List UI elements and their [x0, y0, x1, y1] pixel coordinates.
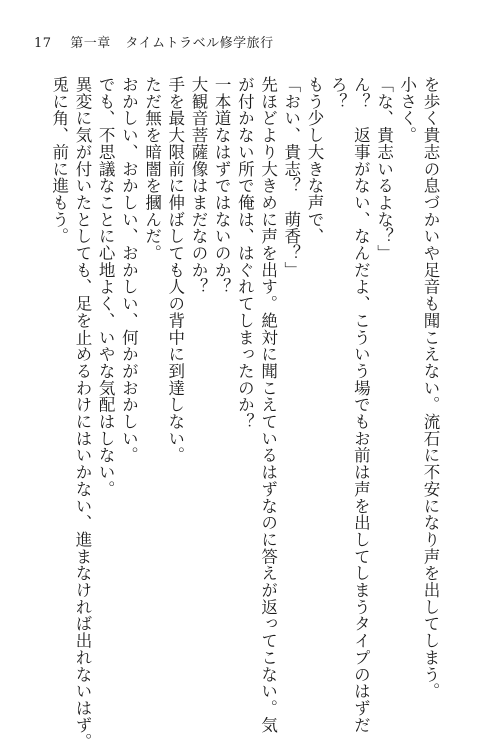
text-line-2: 小さく。 — [397, 76, 417, 144]
text-line-17: 兎に角、前に進もう。 — [49, 76, 69, 245]
text-line-8: 先ほどより大きめに声を出す。絶対に聞こえているはずなのに答えが返ってこない。気 — [258, 76, 278, 734]
running-header — [34, 36, 274, 52]
text-line-9: が付かない所で俺は、はぐれてしまったのか？ — [235, 76, 255, 430]
text-line-4: ん？ 返事がない、なんだよ、こういう場でもお前は声を出してしまうタイプのはずだ — [351, 76, 371, 734]
text-line-5: ろ？ — [328, 76, 348, 110]
text-line-3: 「な、貴志いるよな？」 — [374, 76, 394, 262]
text-line-15: でも、不思議なことに心地よく、いやな気配はしない。 — [96, 76, 116, 498]
text-line-11: 大観音菩薩像はまだなのか？ — [188, 76, 208, 296]
book-title: タイムトラベル修学旅行 — [125, 36, 274, 51]
text-line-16: 異変に気が付いたとしても、足を止めるわけにはいかない、進まなければ出れないはず。 — [72, 76, 92, 750]
text-line-6: もう少し大きな声で、 — [304, 76, 324, 245]
page-number: 17 — [34, 36, 52, 51]
text-line-7: 「おい、貴志？ 萌香？」 — [281, 76, 301, 279]
text-line-13: ただ無を暗闇を摑んだ。 — [142, 76, 162, 262]
text-line-12: 手を最大限前に伸ばしても人の背中に到達しない。 — [165, 76, 185, 464]
text-line-10: 一本道なはずではないのか？ — [212, 76, 232, 296]
text-line-14: おかしい、おかしい、おかしい、何かがおかしい。 — [119, 76, 139, 464]
vertical-body-text — [48, 76, 442, 750]
chapter-label: 第一章 — [70, 36, 111, 51]
text-line-1: を歩く貴志の息づかいや足音も聞こえない。流石に不安になり声を出してしまう。 — [421, 76, 440, 700]
